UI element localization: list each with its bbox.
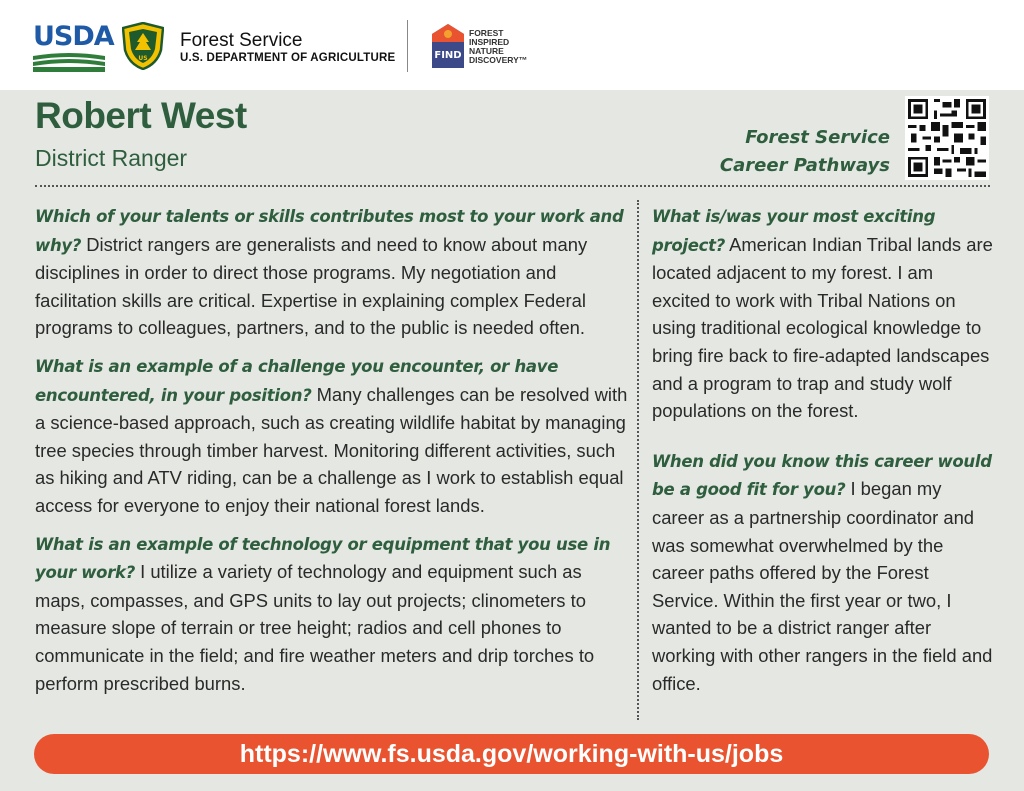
qa-answer: I began my career as a partnership coordinator and was somewhat overwhelmed by the career paths offered by the Forest Service. Within the first year or two, I wanted to be a district ranger after working with other rangers in the field and office.	[652, 478, 993, 694]
qa-item	[652, 202, 994, 425]
find-line: FOREST	[469, 28, 504, 38]
program-line: Forest Service	[745, 127, 890, 148]
qa-question: What is an example of technology or equipment that you use in your work?	[35, 534, 611, 583]
header-bar	[0, 0, 1024, 90]
header-dotted-divider	[35, 185, 990, 187]
agency-name: Forest Service	[180, 30, 303, 51]
qa-item	[35, 530, 635, 698]
column-dotted-divider	[637, 200, 639, 720]
qa-question: What is an example of a challenge you encounter, or have encountered, in your position?	[35, 356, 559, 405]
person-name: Robert West	[35, 95, 247, 136]
qa-answer: American Indian Tribal lands are located adjacent to my forest. I am excited to work with Tribal Nations on using traditional ecological knowledge to bring fire back to fire-adapted landscapes and a program to trap and study wolf populations on the forest.	[652, 233, 993, 422]
usda-logo-text: USDA	[33, 21, 114, 52]
jobs-link-bar[interactable]	[34, 734, 989, 774]
header-divider	[407, 20, 408, 72]
department-name: U.S. DEPARTMENT OF AGRICULTURE	[180, 52, 396, 64]
jobs-url-link[interactable]: https://www.fs.usda.gov/working-with-us/jobs	[239, 739, 784, 768]
qa-answer: District rangers are generalists and need to know about many disciplines in order to direct those programs. My negotiation and facilitation skills are critical. Expertise in explaining complex Federal programs to colleagues, partners, and to the public is needed often.	[35, 233, 588, 339]
find-line: NATURE	[469, 46, 504, 56]
find-line: INSPIRED	[469, 37, 510, 47]
qr-code-icon[interactable]	[905, 96, 989, 180]
left-column	[35, 202, 635, 697]
qa-question: When did you know this career would be a good fit for you?	[652, 451, 992, 500]
find-line: DISCOVERY™	[469, 55, 528, 65]
right-column	[652, 202, 994, 697]
qa-question: Which of your talents or skills contributes most to your work and why?	[35, 207, 624, 255]
program-title	[720, 124, 890, 180]
find-logo-icon	[430, 22, 466, 70]
qa-answer: I utilize a variety of technology and equipment such as maps, compasses, and GPS units to lay out projects; clinometers to measure slope of terrain or tree height; radios and cell phones to communicate in the field; and fire weather meters and drip torches to perform prescribed burns.	[35, 561, 595, 694]
program-line: Career Pathways	[719, 155, 890, 176]
person-title: District Ranger	[35, 145, 188, 171]
qa-item	[35, 202, 635, 342]
qa-item	[35, 352, 635, 520]
find-tagline	[469, 29, 549, 65]
qa-answer: Many challenges can be resolved with a science-based approach, such as creating wildlife habitat by managing tree species through timber harvest. Monitoring different activities, such as hiking and ATV riding, can be a challenge as I work to establish equal access for everyone to enjoy their national forest lands.	[35, 383, 628, 516]
usda-logo-icon	[33, 21, 114, 72]
find-logo-text: FIND	[434, 50, 462, 61]
shield-text: US	[138, 55, 148, 62]
qa-item	[652, 447, 994, 697]
qa-question: What is/was your most exciting project?	[652, 207, 936, 255]
forest-service-shield-icon	[122, 22, 164, 70]
